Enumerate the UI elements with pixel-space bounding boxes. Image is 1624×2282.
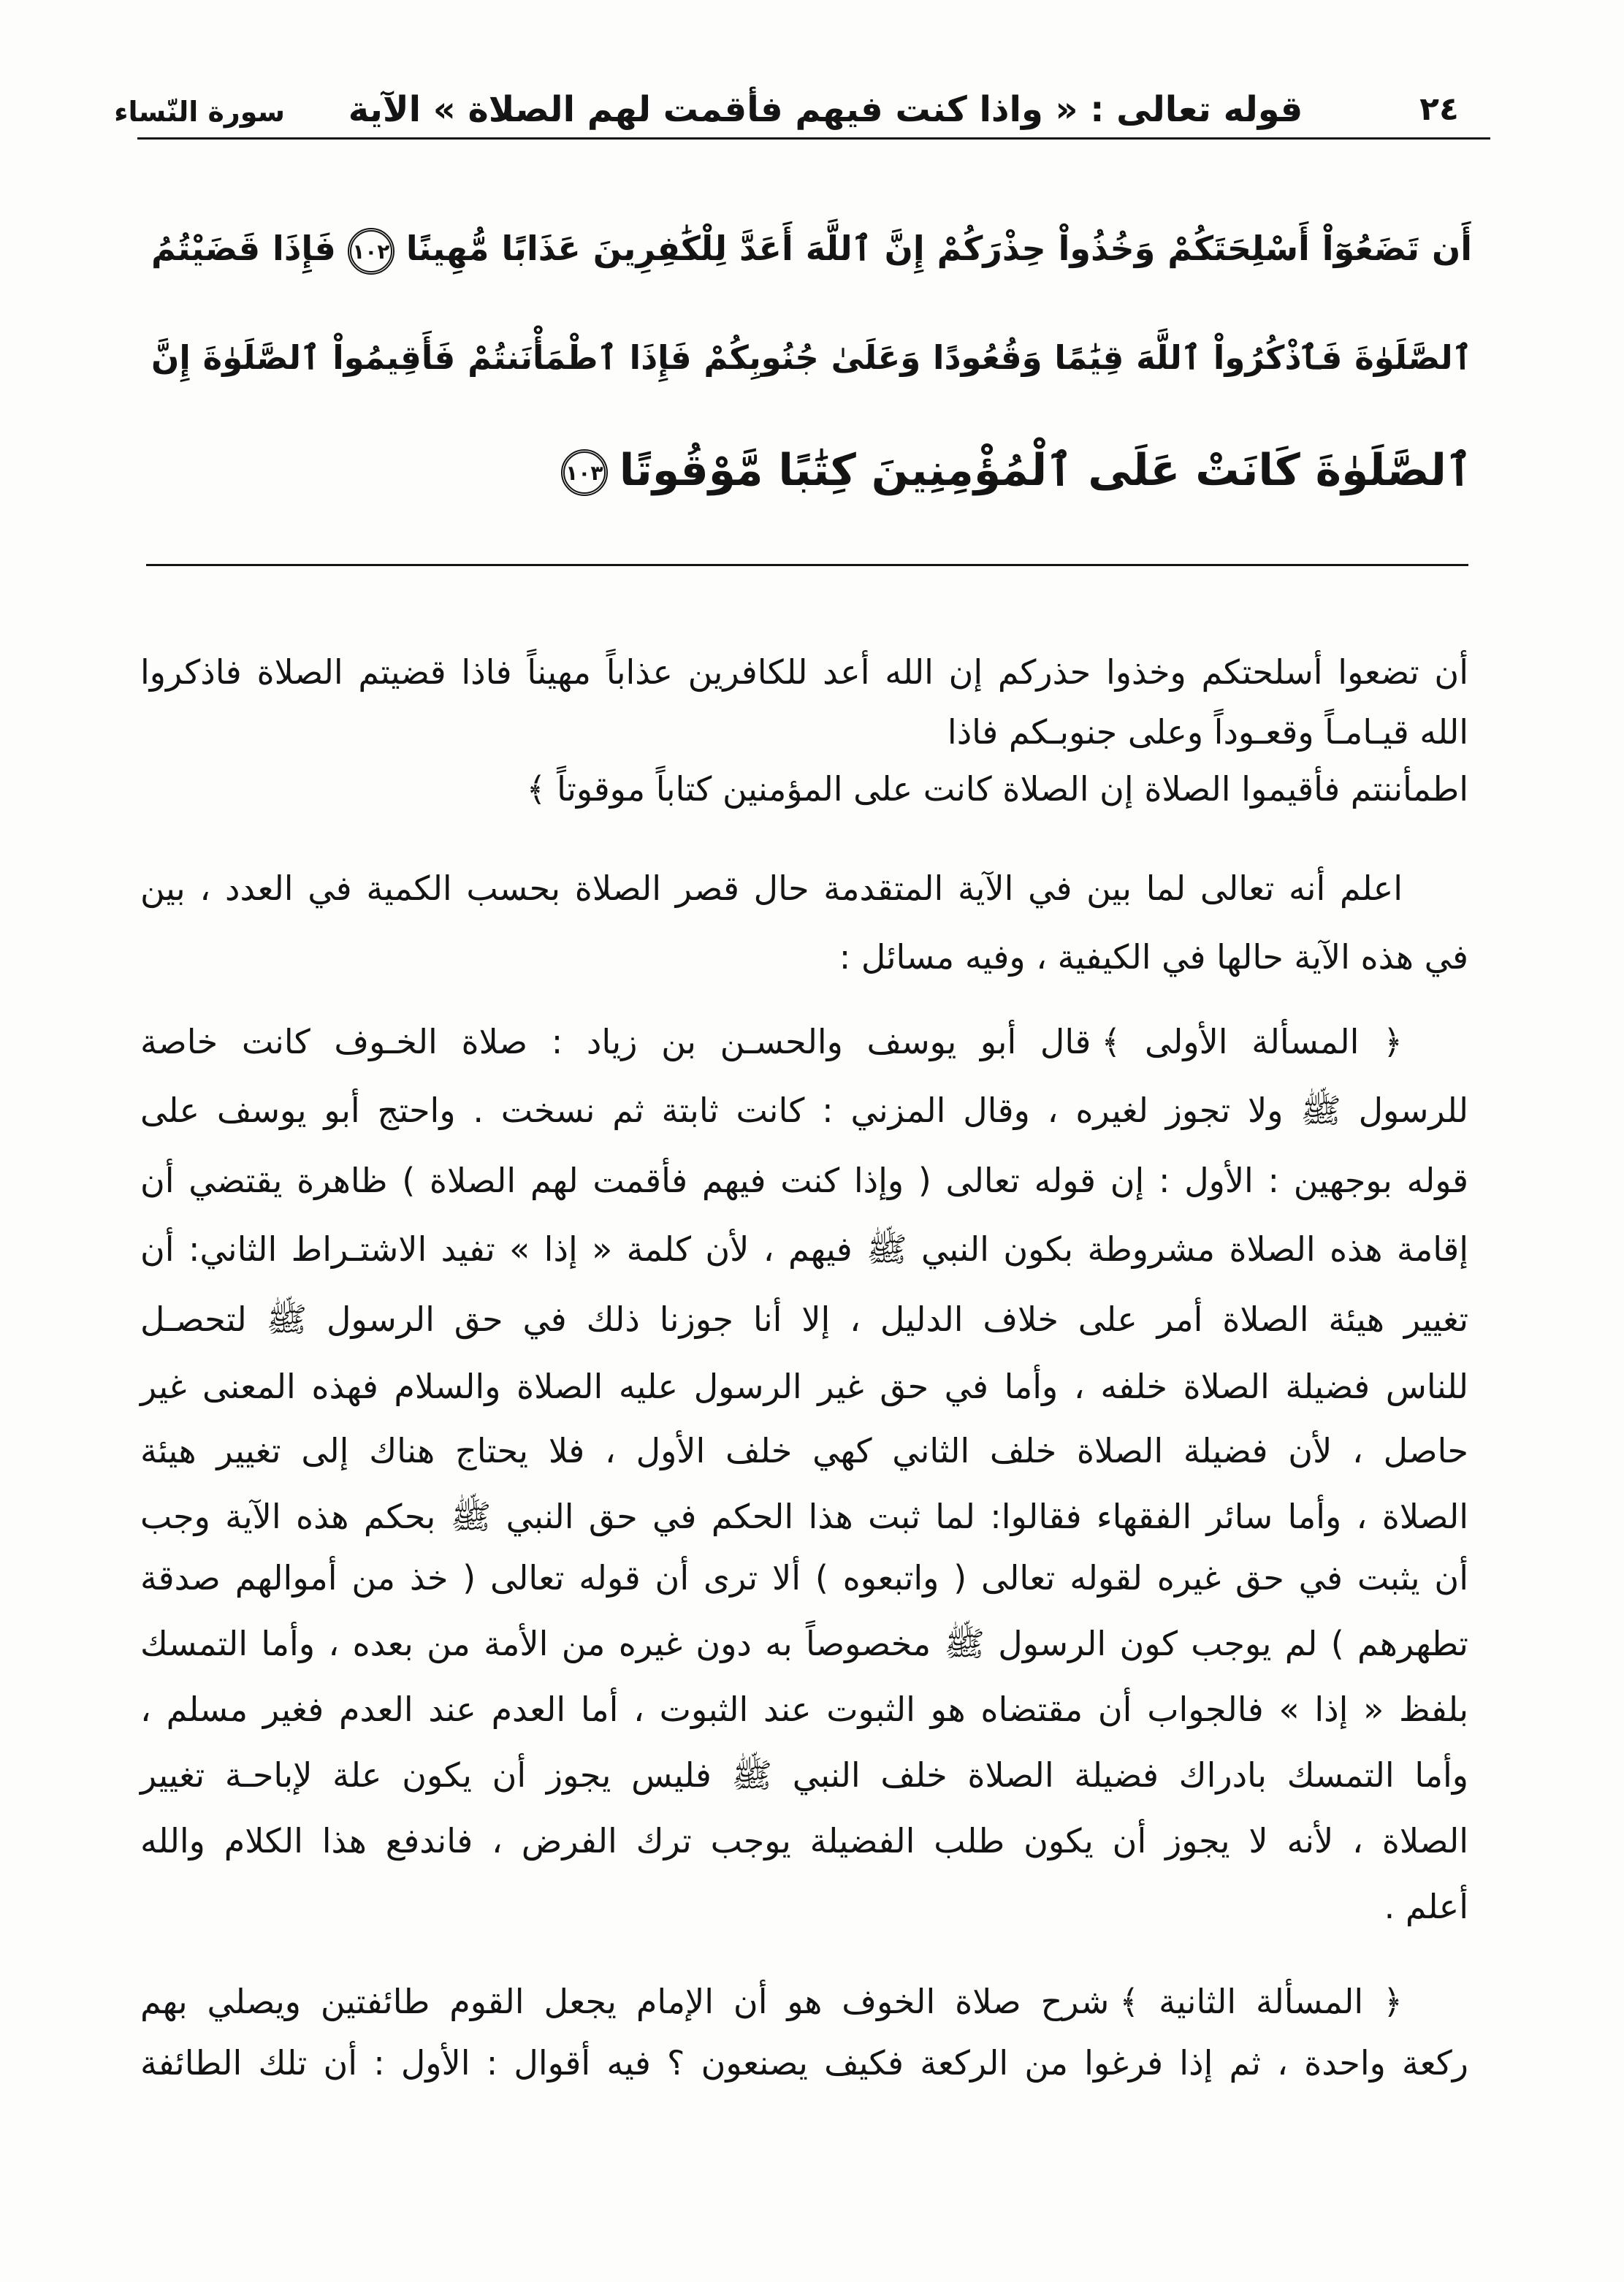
- masala-1-line: تطهرهم ) لم يوجب كون الرسول ﷺ مخصوصاً به دون غيره من الأمة من بعده ، وأما التمسك: [140, 1624, 1468, 1663]
- running-header-title: قوله تعالى : « واذا كنت فيهم فأقمت لهم الصلاة » الآية: [348, 89, 1303, 130]
- quran-verse-text: أَن تَضَعُوٓاْ أَسْلِحَتَكُمْ وَخُذُواْ حِذْرَكُمْ إِنَّ ٱللَّهَ أَعَدَّ لِلْكَٰفِرِينَ عَذَابًا مُّهِينًا: [405, 229, 1472, 268]
- masala-1-line: حاصل ، لأن فضيلة الصلاة خلف الثاني كهي خلف الأول ، فلا يحتاج هناك إلى تغيير هيئة: [140, 1431, 1468, 1470]
- masala-1-line: للرسول ﷺ ولا تجوز لغيره ، وقال المزني : كانت ثابتة ثم نسخت . واحتج أبو يوسف على: [140, 1091, 1468, 1130]
- masala-1-first-line: [139, 1012, 1468, 1071]
- quran-verse-line: [150, 425, 1472, 516]
- masala-1-line: إقامة هذه الصلاة مشروطة بكون النبي ﷺ فيهم ، لأن كلمة « إذا » تفيد الاشتـراط الثاني: أن: [140, 1229, 1468, 1269]
- masala-1-line: بلفظ « إذا » فالجواب أن مقتضاه هو الثبوت عند الثبوت ، أما العدم عند العدم فغير مسلم ،: [140, 1690, 1468, 1729]
- masala-1-heading: ﴿ المسألة الأولى ﴾: [1101, 1022, 1403, 1061]
- masala-1-line: أن يثبت في حق غيره لقوله تعالى ( واتبعوه ) ألا ترى أن قوله تعالى ( خذ من أموالهم صدقة: [140, 1558, 1468, 1598]
- quran-verse-text: ٱلصَّلَوٰةَ فَٱذْكُرُواْ ٱللَّهَ قِيَٰمًا وَقُعُودًا وَعَلَىٰ جُنُوبِكُمْ فَإِذَا ٱطْمَأْنَنتُمْ فَأَقِيمُواْ ٱلصَّلَوٰةَ إِنَّ: [151, 338, 1472, 377]
- masala-2-first-line: [139, 1972, 1468, 2031]
- masala-2-line: ركعة واحدة ، ثم إذا فرغوا من الركعة فكيف يصنعون ؟ فيه أقوال : الأول : أن تلك الطائفة: [140, 2043, 1468, 2083]
- ayah-number-marker: ١٠٢: [348, 228, 394, 275]
- masala-1-line: قوله بوجهين : الأول : إن قوله تعالى ( وإذا كنت فيهم فأقمت لهم الصلاة ) ظاهرة يقتضي أن: [140, 1161, 1468, 1200]
- surah-name: سورة النّساء: [114, 96, 285, 128]
- intro-paragraph-line: اعلم أنه تعالى لما بين في الآية المتقدمة حال قصر الصلاة بحسب الكمية في العدد ، بين: [140, 869, 1403, 908]
- masala-1-line: الصلاة ، وأما سائر الفقهاء فقالوا: لما ثبت هذا الحكم في حق النبي ﷺ بحكم هذه الآية وجب: [140, 1497, 1468, 1536]
- quran-verse-line: [150, 313, 1472, 403]
- masala-1-line: تغيير هيئة الصلاة أمر على خلاف الدليل ، إلا أنا جوزنا ذلك في حق الرسول ﷺ لتحصـل: [140, 1300, 1468, 1339]
- quran-verse-line: [150, 203, 1472, 294]
- masala-1-line: الصلاة ، لأنه لا يجوز أن يكون طلب الفضيلة يوجب ترك الفرض ، فاندفع هذا الكلام والله: [140, 1821, 1468, 1861]
- masala-1-line: وأما التمسك بادراك فضيلة الصلاة خلف النبي ﷺ فليس يجوز أن يكون علة لإباحـة تغيير: [140, 1755, 1468, 1795]
- masala-2-heading: ﴿ المسألة الثانية ﴾: [1119, 1982, 1403, 2021]
- quran-verse-text: ٱلصَّلَوٰةَ كَانَتْ عَلَى ٱلْمُؤْمِنِينَ كِتَٰبًا مَّوْقُوتًا: [619, 445, 1472, 496]
- intro-paragraph-line: في هذه الآية حالها في الكيفية ، وفيه مسائل :: [839, 937, 1468, 977]
- quran-verse-text: فَإِذَا قَضَيْتُمُ: [151, 229, 336, 268]
- verse-text-line: اطمأننتم فأقيموا الصلاة إن الصلاة كانت على المؤمنين كتاباً موقوتاً ﴾: [526, 769, 1468, 809]
- page-number: ٢٤: [1419, 91, 1459, 128]
- masala-1-text: قال أبو يوسف والحسـن بن زياد : صلاة الخـوف كانت خاصة: [140, 1022, 1091, 1061]
- masala-1-line: أعلم .: [1384, 1887, 1468, 1926]
- section-divider: [146, 564, 1468, 566]
- verse-text-line: الله قيـامـاً وقعـوداً وعلى جنوبـكم فاذا: [947, 712, 1468, 752]
- masala-1-line: للناس فضيلة الصلاة خلفه ، وأما في حق غير الرسول عليه الصلاة والسلام فهذه المعنى غير: [140, 1367, 1468, 1406]
- masala-2-text: شرح صلاة الخوف هو أن الإمام يجعل القوم طائفتين ويصلي بهم: [140, 1982, 1110, 2021]
- header-rule: [137, 137, 1490, 140]
- verse-text-line: أن تضعوا أسلحتكم وخذوا حذركم إن الله أعد للكافرين عذاباً مهيناً فاذا قضيتم الصلاة فاذكروا: [140, 652, 1468, 692]
- ayah-number-marker: ١٠٣: [561, 449, 608, 496]
